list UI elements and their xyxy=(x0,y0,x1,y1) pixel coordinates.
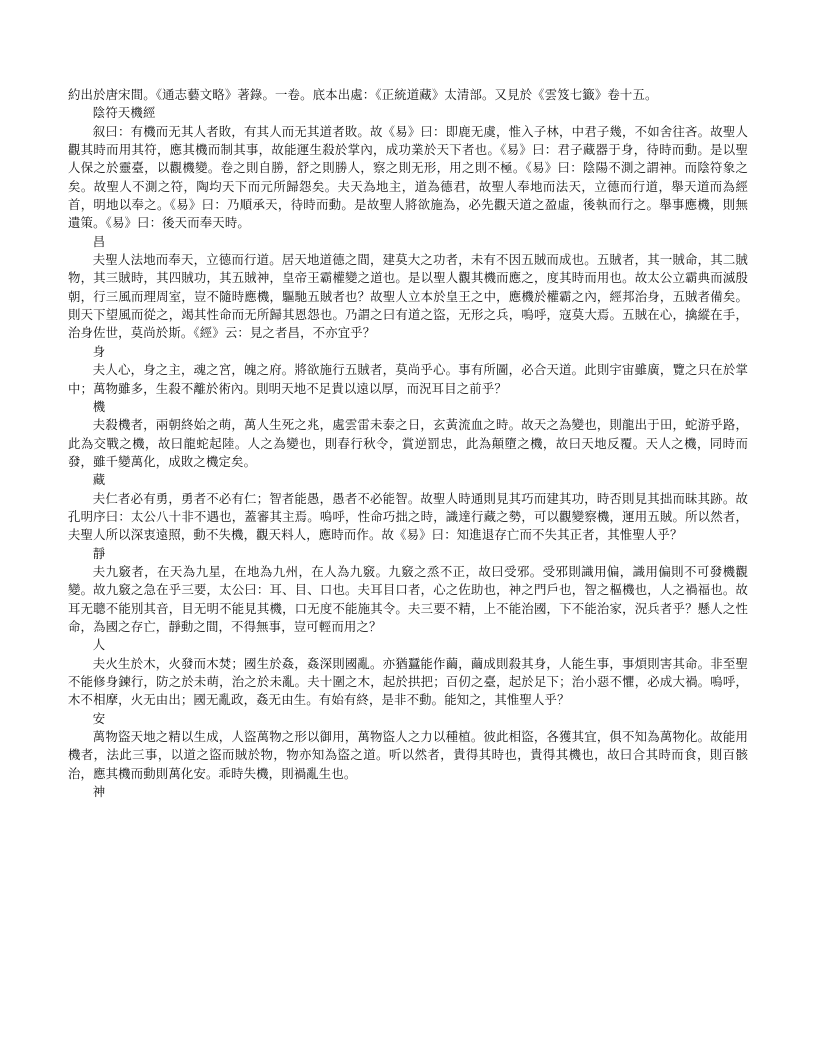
document-title: 陰符天機經 xyxy=(92,105,156,121)
section-body-an: 萬物盜天地之精以生成，人盜萬物之形以御用，萬物盜人之力以種植。彼此相盜，各獲其宜，俱不知為萬物化。故能用機者，法此三事，以道之盜而賊於物，物亦知為盜之道。听以然者，貴得其時也，貴得其機也，故曰合其時而食，則百骸治，應其機而動則萬化安。乖時失機，則禍亂生也。 xyxy=(68,729,748,781)
section-body-ren: 夫火生於木，火發而木焚；國生於姦，姦深則國亂。亦猶蠶能作繭，繭成則殺其身，人能生事，事煩則害其命。非至聖不能修身鍊行，防之於未萌，治之於未亂。夫十圍之木，起於拱把；百仞之臺，起於足下；治小惡不懼，必成大禍。嗚呼，木不相摩，火无由出；國无亂政，姦无由生。有始有終，是非不動。能知之，其惟聖人乎？ xyxy=(68,655,748,708)
document-text-block xyxy=(68,86,748,801)
section-body-jing: 夫九竅者，在天為九星，在地為九州，在人為九竅。九竅之烝不正，故曰受邪。受邪則識用偏，識用偏則不可發機觀變。故九竅之急在乎三要，太公曰：耳、目、口也。夫耳目口者，心之佐助也，神之門戶也，智之樞機也，人之禍福也。故耳无聰不能別其音，目无明不能見其機，口无度不能施其令。夫三要不精，上不能治國，下不能治家，況兵者乎？懸人之性命，為國之存亡，靜動之間，不得無事，豈可輕而用之？ xyxy=(68,563,748,634)
section-body-shen-body: 夫人心，身之主，魂之宮，魄之府。將欲施行五賊者，莫尚乎心。事有所圖，必合天道。此則宇宙雖廣，覽之只在於掌中；萬物雖多，生殺不離於術內。則明天地不足貴以遠以厚，而況耳目之前乎？ xyxy=(68,362,748,396)
section-heading-shen-spirit: 神 xyxy=(92,784,106,800)
section-body-ji: 夫殺機者，兩朝終始之萌，萬人生死之兆，處雲雷未泰之日，玄黃流血之時。故天之為變也，則龍出于田，蛇游乎路，此為交戰之機，故曰龍蛇起陸。人之為變也，則春行秋令，賞逆罰忠，此為顛墮之機，故曰天地反覆。天人之機，同時而發，雖千變萬化，成敗之機定矣。 xyxy=(68,417,748,469)
preface-paragraph: 叙曰：有機而无其人者敗，有其人而无其道者敗。故《易》曰：即鹿无虞，惟入子林，中君子幾，不如舍往吝。故聖人觀其時而用其符，應其機而制其事，故能運生殺於掌內，成功業於天下者也。《易》曰：君子藏器于身，待時而動。是以聖人保之於靈臺，以觀機變。卷之則自勝，舒之則勝人，察之則无形，用之則不極。《易》曰：陰陽不測之謂神。而陰符象之矣。故聖人不測之符，陶均天下而元所歸怨矣。夫天為地主，道為德君，故聖人奉地而法天，立德而行道，舉天道而為經首，明地以奉之。《易》曰：乃順承天，待時而動。是故聖人將欲施為，必先觀天道之盈虛，後執而行之。舉事應機，則無遺策。《易》曰：後天而奉天時。 xyxy=(68,123,748,231)
section-heading-chang: 昌 xyxy=(92,233,106,249)
section-heading-ren: 人 xyxy=(92,637,106,653)
section-heading-cang: 藏 xyxy=(92,472,106,488)
section-heading-jing: 靜 xyxy=(92,545,106,561)
bibliographic-note: 約出於唐宋間。《通志藝文略》著錄。一卷。底本出處：《正統道藏》太清部。又見於《雲笈七籤》卷十五。 xyxy=(68,87,658,102)
section-body-chang: 夫聖人法地而奉天，立德而行道。居天地道德之間，建莫大之功者，未有不因五賊而成也。五賊者，其一賊命，其二賊物，其三賊時，其四賊功，其五賊神，皇帝王霸權變之道也。是以聖人觀其機而應之，度其時而用也。故太公立霸典而滅殷朝，行三風而理周室，豈不隨時應機，驅馳五賊者也？故聖人立本於皇王之中，應機於權霸之內，經邦治身，五賊者備矣。則天下望風而從之，竭其性命而无所歸其恩怨也。乃謂之曰有道之盜，无形之兵，嗚呼，寇莫大焉。五賊在心，擒縱在手，治身佐世，莫尚於斯。《經》云：見之者昌，不亦宜乎？ xyxy=(68,252,748,341)
section-heading-an: 安 xyxy=(92,710,106,726)
section-heading-ji: 機 xyxy=(92,398,106,414)
section-heading-shen-body: 身 xyxy=(92,343,106,359)
section-body-cang: 夫仁者必有勇，勇者不必有仁；智者能愚，愚者不必能智。故聖人時通則見其巧而建其功，時否則見其拙而昧其跡。故孔明序曰：太公八十非不遇也，蓋審其主焉。嗚呼，性命巧拙之時，識達行藏之勢，可以觀變察機，運用五賊。所以然者，夫聖人所以深衷遠照，動不失機，觀天料人，應時而作。故《易》曰：知進退存亡而不失其正者，其惟聖人乎？ xyxy=(68,490,748,543)
